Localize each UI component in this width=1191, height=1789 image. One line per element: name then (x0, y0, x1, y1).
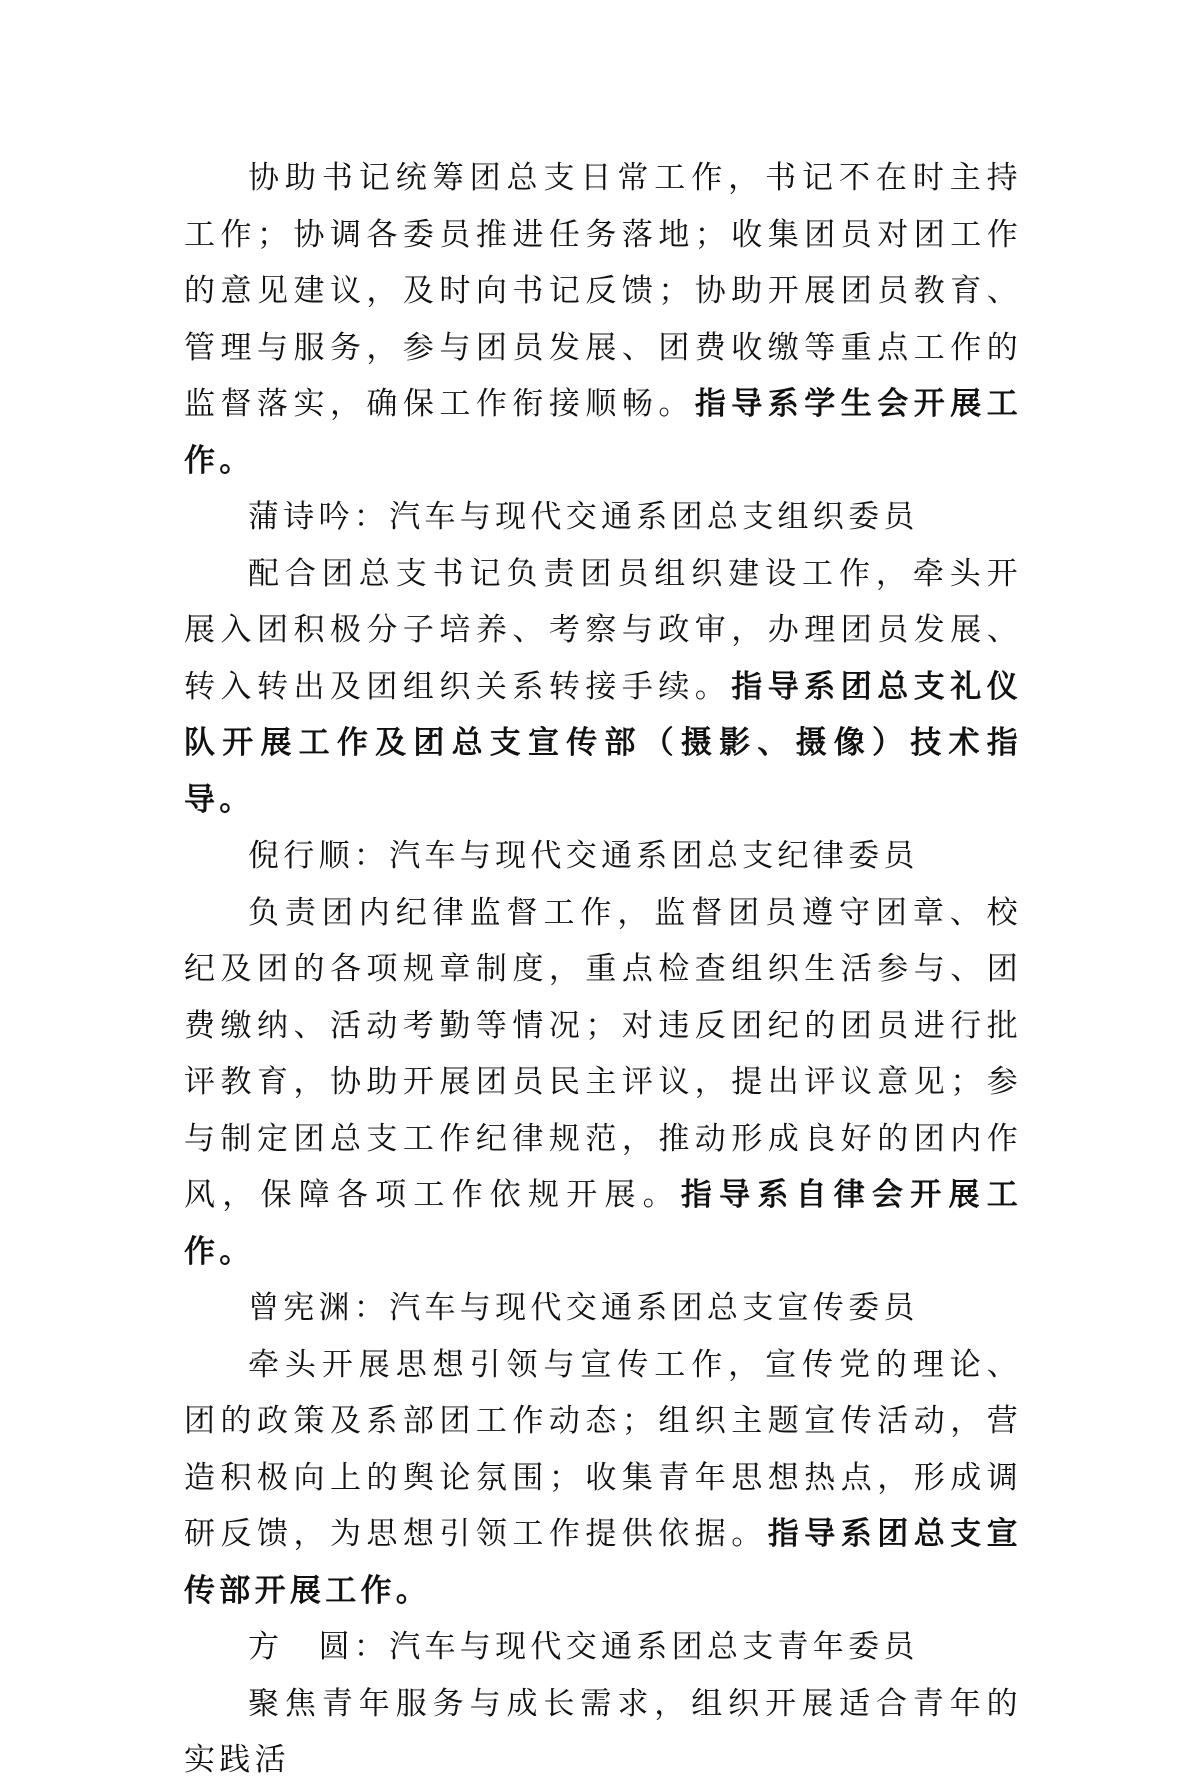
publicity-name-line: 曾宪渊：汽车与现代交通系团总支宣传委员 (248, 1290, 919, 1326)
publicity-guide-text: 指导系团总支宣传部开展工作。 (184, 1516, 1022, 1609)
discipline-duty-text: 负责团内纪律监督工作，监督团员遵守团章、校纪及团的各项规章制度，重点检查组织生活参与、团费缴纳、活动考勤等情况；对违反团纪的团员进行批评教育，协助开展团员民主评议，提出评议意见；参与制定团总支工作纪律规范，推动形成良好的团内作风，保障各项工作依规开展。 (184, 894, 1022, 1213)
organization-name-line: 蒲诗吟：汽车与现代交通系团总支组织委员 (248, 499, 919, 535)
youth-duty-text: 聚焦青年服务与成长需求，组织开展适合青年的实践活 (184, 1685, 1022, 1778)
organization-duty-text: 配合团总支书记负责团员组织建设工作，牵头开展入团积极分子培养、考察与政审，办理团员发展、转入转出及团组织关系转接手续。 (184, 555, 1022, 705)
organization-guide-text: 指导系团总支礼仪队开展工作及团总支宣传部（摄影、摄像）技术指导。 (184, 668, 1022, 818)
publicity-duty-paragraph (184, 1337, 1022, 1620)
deputy-duty-text: 协助书记统筹团总支日常工作，书记不在时主持工作；协调各委员推进任务落地；收集团员对团工作的意见建议，及时向书记反馈；协助开展团员教育、管理与服务，参与团员发展、团费收缴等重点工作的监督落实，确保工作衔接顺畅。 (184, 160, 1022, 422)
youth-name-line: 方 圆：汽车与现代交通系团总支青年委员 (248, 1629, 919, 1665)
discipline-guide-text: 指导系自律会开展工作。 (184, 1177, 1022, 1270)
youth-duty-paragraph (184, 1676, 1022, 1789)
discipline-name-line: 倪行顺：汽车与现代交通系团总支纪律委员 (248, 838, 919, 874)
deputy-guide-text: 指导系学生会开展工作。 (184, 386, 1023, 479)
organization-duty-paragraph (184, 546, 1022, 829)
document-body (184, 150, 1022, 1789)
publicity-duty-text: 牵头开展思想引领与宣传工作，宣传党的理论、团的政策及系部团工作动态；组织主题宣传活动，营造积极向上的舆论氛围；收集青年思想热点，形成调研反馈，为思想引领工作提供依据。 (184, 1346, 1022, 1552)
discipline-duty-paragraph (184, 885, 1022, 1281)
deputy-duty-paragraph (184, 150, 1022, 489)
